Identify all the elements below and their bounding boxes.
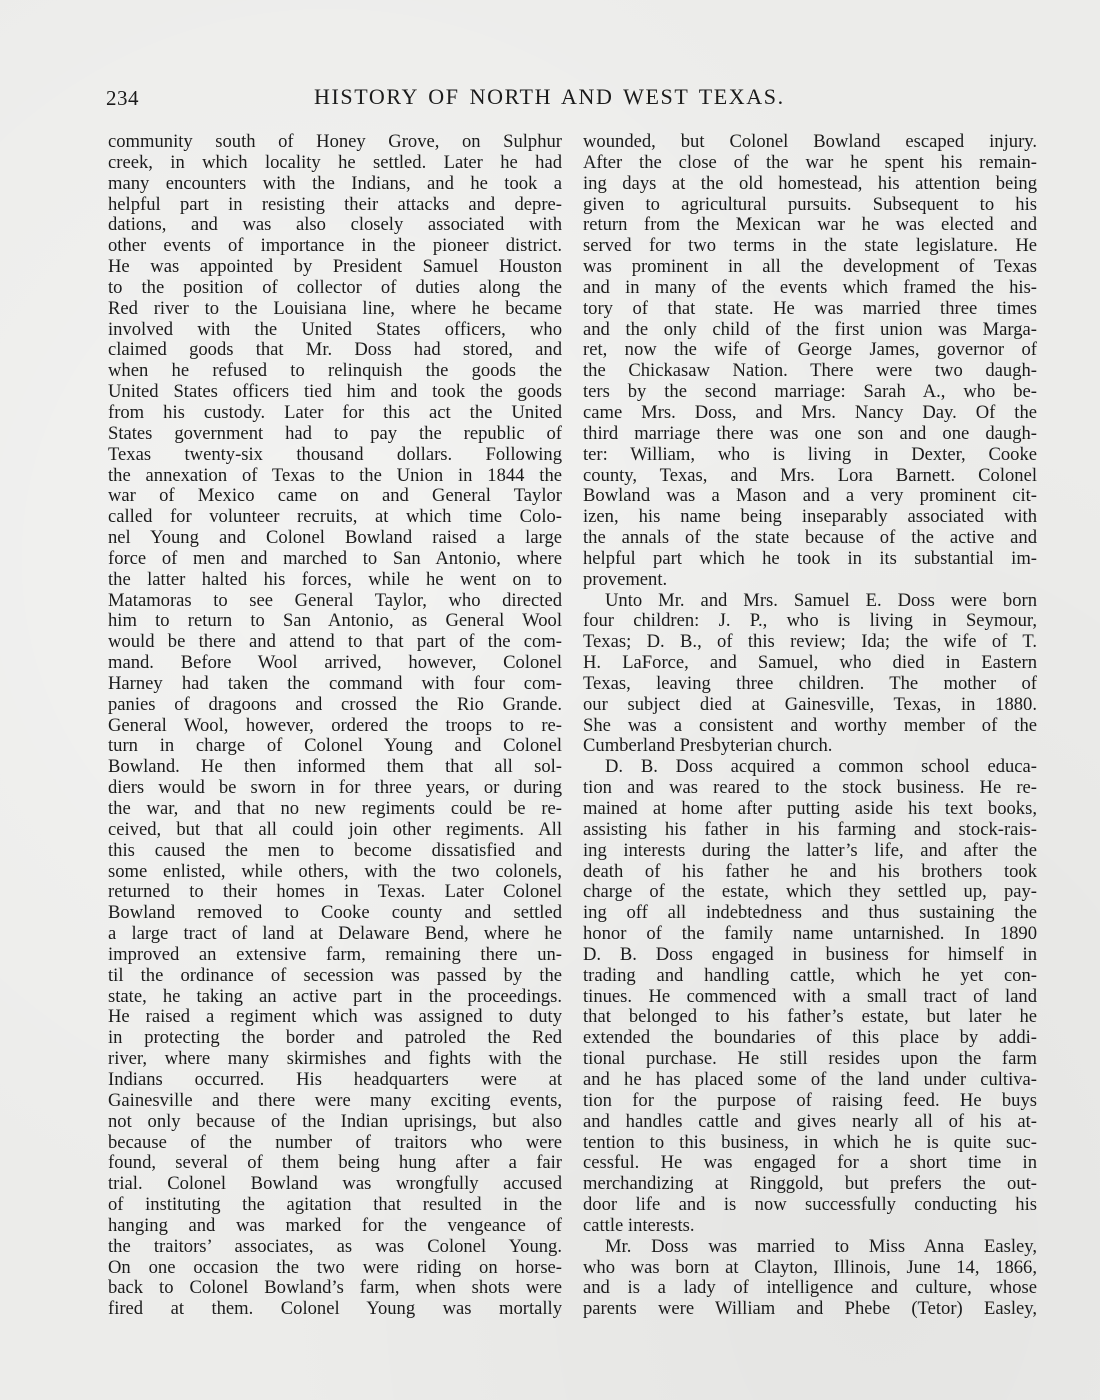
text-line: many encounters with the Indians, and he took a [108,172,562,194]
text-line: tention to this business, in which he is quite suc- [583,1131,1037,1153]
right-text-column [583,132,1037,1320]
text-line: General Wool, however, ordered the troops to re- [108,714,562,736]
text-line: back to Colonel Bowland’s farm, when shots were [108,1277,562,1299]
text-line: diers would be sworn in for three years, or during [108,777,562,799]
text-line: D. B. Doss engaged in business for himself in [583,943,1037,965]
text-line: provement. [583,568,668,590]
text-line: til the ordinance of secession was passed by the [108,964,562,986]
text-line: state, he taking an active part in the proceedings. [108,985,562,1007]
text-line: to the position of collector of duties along the [108,276,562,298]
text-line: mand. Before Wool arrived, however, Colonel [108,652,562,674]
text-line: was prominent in all the development of Texas [583,256,1037,278]
text-line: turn in charge of Colonel Young and Colonel [108,735,562,757]
page-number: 234 [106,86,139,110]
text-line: parents were William and Phebe (Tetor) Easley, [583,1298,1037,1320]
text-line: who was born at Clayton, Illinois, June 14, 1866, [583,1256,1037,1278]
text-line: tion for the purpose of raising feed. He buys [583,1089,1037,1111]
text-line: Bowland. He then informed them that all sol- [108,756,562,778]
text-line: would be there and attend to that part of the com- [108,631,562,653]
text-line: merchandizing at Ringgold, but prefers the out- [583,1173,1037,1195]
running-title: HISTORY OF NORTH AND WEST TEXAS. [314,84,785,109]
text-line: ing days at the old homestead, his attention being [583,172,1037,194]
text-line: of instituting the agitation that resulted in the [108,1194,562,1216]
text-line: and handles cattle and gives nearly all of his at- [583,1110,1037,1132]
text-line: ter: William, who is living in Dexter, Cooke [583,443,1037,465]
text-line: creek, in which locality he settled. Later he had [108,151,562,173]
text-line: return from the Mexican war he was elected and [583,214,1037,236]
text-line: a large tract of land at Delaware Bend, where he [108,923,562,945]
text-line: Matamoras to see General Taylor, who directed [108,589,562,611]
text-line: helpful part which he took in its substantial im- [583,547,1037,569]
text-line: Texas; D. B., of this review; Ida; the wife of T. [583,631,1037,653]
text-line: United States officers tied him and took the goods [108,381,562,403]
text-line: helpful part in resisting their attacks and depre- [108,193,562,215]
text-line: and the only child of the first union was Marga- [583,318,1037,340]
text-line: panies of dragoons and crossed the Rio Grande. [108,693,562,715]
text-line: Gainesville and there were many exciting events, [108,1089,562,1111]
text-line: death of his father he and his brothers took [583,860,1037,882]
text-line: Bowland removed to Cooke county and settled [108,902,562,924]
text-line: four children: J. P., who is living in Seymour, [583,610,1037,632]
text-line: and he has placed some of the land under cultiva- [583,1068,1037,1090]
text-line: community south of Honey Grove, on Sulphur [108,131,562,152]
text-line: because of the number of traitors who were [108,1131,562,1153]
page-header [106,84,1036,114]
text-line: county, Texas, and Mrs. Lora Barnett. Colonel [583,464,1037,486]
text-line: After the close of the war he spent his remain- [583,151,1037,173]
text-line: honor of the family name untarnished. In 1890 [583,923,1037,945]
text-line: some enlisted, while others, with the two colonels, [108,860,562,882]
text-line: Unto Mr. and Mrs. Samuel E. Doss were born [605,589,1037,611]
text-line: cattle interests. [583,1214,695,1236]
text-line: other events of importance in the pioneer district. [108,235,562,257]
text-line: not only because of the Indian uprisings, but also [108,1110,562,1132]
text-line: tinues. He commenced with a small tract of land [583,985,1037,1007]
text-line: ing off all indebtedness and thus sustaining the [583,902,1037,924]
text-line: charge of the estate, which they settled up, pay- [583,881,1037,903]
text-line: ters by the second marriage: Sarah A., who be- [583,381,1037,403]
text-line: Harney had taken the command with four com- [108,672,562,694]
text-line: ing interests during the latter’s life, and after the [583,839,1037,861]
text-line: Red river to the Louisiana line, where he became [108,297,562,319]
text-line: in protecting the border and patroled the Red [108,1027,562,1049]
text-line: war of Mexico came on and General Taylor [108,485,562,507]
text-line: the traitors’ associates, as was Colonel Young. [108,1235,562,1257]
text-line: returned to their homes in Texas. Later Colonel [108,881,562,903]
text-line: izen, his name being inseparably associated with [583,506,1037,528]
text-line: mained at home after putting aside his text books, [583,798,1037,819]
left-text-column [108,132,562,1320]
text-line: assisting his father in his farming and stock-rais- [583,818,1037,840]
text-line: tory of that state. He was married three times [583,297,1037,319]
text-line: Cumberland Presbyterian church. [583,735,833,757]
text-line: force of men and marched to San Antonio, where [108,547,562,569]
text-line: involved with the United States officers, who [108,318,562,340]
text-line: On one occasion the two were riding on horse- [108,1256,562,1278]
text-line: came Mrs. Doss, and Mrs. Nancy Day. Of the [583,401,1037,423]
text-line: the annexation of Texas to the Union in 1844 the [108,464,562,486]
text-line: and in many of the events which framed the his- [583,276,1037,298]
text-line: and is a lady of intelligence and culture, whose [583,1277,1037,1299]
text-line: H. LaForce, and Samuel, who died in Eastern [583,652,1037,674]
text-line: claimed goods that Mr. Doss had stored, and [108,339,562,361]
text-line: dations, and was also closely associated with [108,214,562,236]
text-line: found, several of them being hung after a fair [108,1152,562,1174]
text-line: Indians occurred. His headquarters were at [108,1068,562,1090]
text-line: wounded, but Colonel Bowland escaped injury. [583,131,1037,152]
text-line: this caused the men to become dissatisfied and [108,839,562,861]
text-line: given to agricultural pursuits. Subsequent to his [583,193,1037,215]
text-line: nel Young and Colonel Bowland raised a large [108,527,562,549]
text-line: our subject died at Gainesville, Texas, in 1880. [583,693,1037,715]
text-line: He raised a regiment which was assigned to duty [108,1006,562,1028]
text-line: Texas twenty-six thousand dollars. Following [108,443,562,465]
text-line: the annals of the state because of the active and [583,527,1037,549]
text-line: the latter halted his forces, while he went on to [108,568,562,590]
text-line: served for two terms in the state legislature. He [583,235,1037,257]
text-line: improved an extensive farm, remaining there un- [108,943,562,965]
text-line: ret, now the wife of George James, governor of [583,339,1037,361]
text-line: Texas, leaving three children. The mother of [583,672,1037,694]
text-line: She was a consistent and worthy member of the [583,714,1037,736]
text-line: D. B. Doss acquired a common school educa- [605,756,1037,778]
text-line: door life and is now successfully conducting his [583,1194,1037,1216]
text-line: river, where many skirmishes and fights with the [108,1048,562,1070]
text-line: cessful. He was engaged for a short time in [583,1152,1037,1174]
text-line: called for volunteer recruits, at which time Colo- [108,506,562,528]
text-line: when he refused to relinquish the goods the [108,360,562,382]
text-line: trial. Colonel Bowland was wrongfully accused [108,1173,562,1195]
text-line: trading and handling cattle, which he yet con- [583,964,1037,986]
text-line: tional purchase. He still resides upon the farm [583,1048,1037,1070]
text-line: Mr. Doss was married to Miss Anna Easley, [605,1235,1037,1257]
text-line: him to return to San Antonio, as General Wool [108,610,562,632]
text-line: States government had to pay the republic of [108,422,562,444]
text-line: Bowland was a Mason and a very prominent cit- [583,485,1037,507]
text-line: He was appointed by President Samuel Houston [108,256,562,278]
text-line: extended the boundaries of this place by addi- [583,1027,1037,1049]
text-line: the Chickasaw Nation. There were two daugh- [583,360,1037,382]
text-line: that belonged to his father’s estate, but later he [583,1006,1037,1028]
text-line: third marriage there was one son and one daugh- [583,422,1037,444]
text-line: fired at them. Colonel Young was mortally [108,1298,562,1320]
text-line: hanging and was marked for the vengeance of [108,1214,562,1236]
text-line: the war, and that no new regiments could be re- [108,798,562,819]
text-line: tion and was reared to the stock business. He re- [583,777,1037,799]
text-line: from his custody. Later for this act the United [108,401,562,423]
text-line: ceived, but that all could join other regiments. All [108,818,562,840]
